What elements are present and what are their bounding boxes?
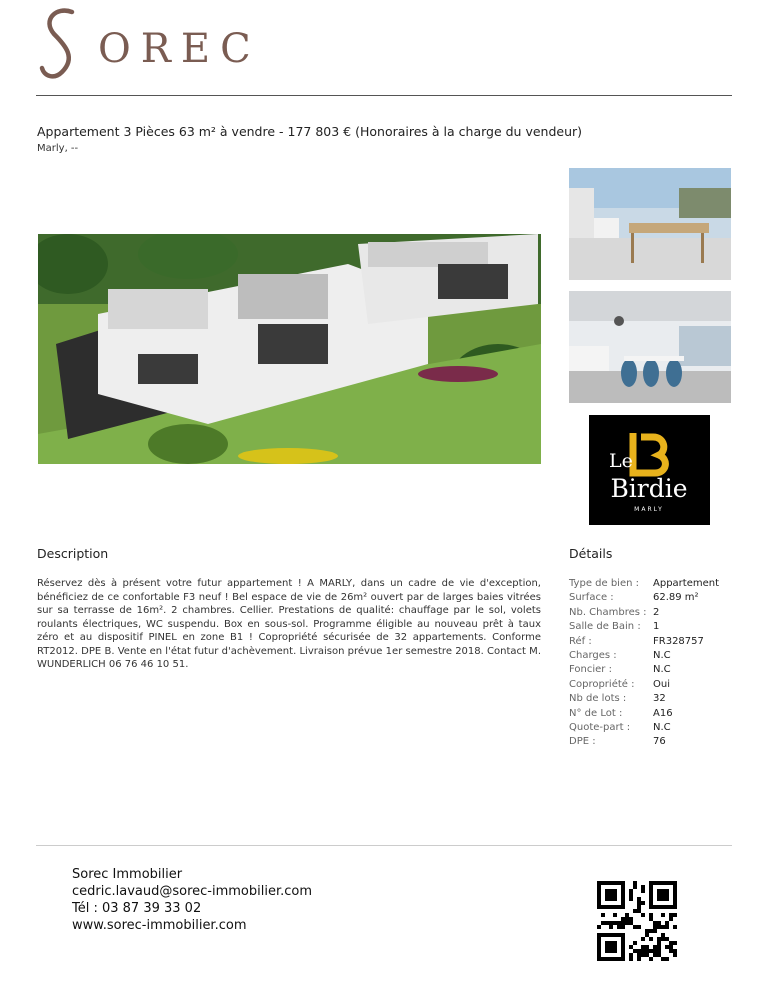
description-text: Réservez dès à présent votre futur appartement ! A MARLY, dans un cadre de vie d'exception, bénéficiez de ce confortable F3 neuf ! Bel espace de vie de 26m² ouvert par de larges baies vitrées sur sa terrasse de 16m². 2 chambres. Cellier. Prestations de qualité: chauffage par le sol, volets roulants électriques, WC suspendu. Box en sous-sol. Programme éligible au nouveau prêt à taux zéro et au dispositif PINEL en zone B1 ! Copropriété sécurisée de 32 appartements. Conforme RT2012. DPE B. Vente en l'état futur d'achèvement. Livraison prévue 1er semestre 2018. Contact M. WUNDERLICH 06 76 46 10 51. (37, 578, 541, 670)
detail-label: Réf : (569, 635, 592, 647)
detail-label: N° de Lot : (569, 707, 623, 719)
detail-row (569, 663, 719, 677)
logo-text: OREC (98, 26, 261, 72)
header-divider (36, 95, 732, 96)
living-room-photo[interactable] (569, 291, 731, 403)
footer-divider (36, 845, 732, 846)
detail-row (569, 620, 719, 634)
detail-label: Type de bien : (569, 578, 639, 589)
detail-row (569, 678, 719, 692)
main-property-photo[interactable] (38, 234, 541, 464)
birdie-text-city: MARLY (634, 506, 664, 513)
detail-value: A16 (653, 707, 673, 719)
detail-label: Nb. Chambres : (569, 606, 647, 618)
detail-label: Charges : (569, 650, 617, 662)
listing-location: Marly, -- (37, 143, 79, 154)
agency-contact (72, 866, 312, 934)
logo-s-mark (42, 11, 72, 77)
le-birdie-logo-graphic (589, 415, 710, 525)
birdie-text-le: Le (609, 450, 633, 472)
detail-row (569, 692, 719, 706)
detail-row (569, 606, 719, 620)
detail-row (569, 735, 719, 749)
sorec-logo[interactable] (36, 2, 276, 86)
terrace-photo[interactable] (569, 168, 731, 280)
detail-value: 2 (653, 606, 660, 618)
detail-value: 76 (653, 736, 666, 748)
detail-label: Salle de Bain : (569, 621, 641, 633)
details-heading: Détails (569, 546, 613, 561)
detail-row (569, 591, 719, 605)
detail-label: Nb de lots : (569, 693, 627, 705)
detail-value: 32 (653, 693, 666, 705)
agency-email[interactable]: cedric.lavaud@sorec-immobilier.com (72, 884, 313, 899)
detail-row (569, 577, 719, 591)
detail-value: Appartement (653, 578, 720, 589)
detail-value: Oui (653, 678, 670, 690)
listing-title: Appartement 3 Pièces 63 m² à vendre - 177 803 € (Honoraires à la charge du vendeur) (37, 124, 583, 139)
agency-phone[interactable]: Tél : 03 87 39 33 02 (72, 901, 202, 916)
detail-label: Foncier : (569, 664, 612, 676)
detail-value: N.C (653, 722, 671, 734)
detail-label: Surface : (569, 592, 614, 604)
detail-row (569, 721, 719, 735)
detail-row (569, 649, 719, 663)
description-heading: Description (37, 546, 109, 561)
detail-value: N.C (653, 664, 671, 676)
detail-row (569, 707, 719, 721)
detail-value: 62.89 m² (653, 592, 699, 604)
detail-value: 1 (653, 621, 660, 633)
agency-website[interactable]: www.sorec-immobilier.com (72, 918, 247, 933)
agency-name: Sorec Immobilier (72, 867, 183, 882)
le-birdie-logo[interactable] (589, 415, 710, 525)
detail-label: Copropriété : (569, 678, 635, 690)
detail-value: FR328757 (653, 635, 704, 647)
birdie-text-name: Birdie (610, 474, 688, 503)
detail-label: Quote-part : (569, 722, 631, 734)
detail-value: N.C (653, 650, 671, 662)
details-table (569, 577, 719, 750)
detail-label: DPE : (569, 736, 596, 748)
detail-row (569, 635, 719, 649)
qr-code[interactable] (597, 881, 677, 961)
